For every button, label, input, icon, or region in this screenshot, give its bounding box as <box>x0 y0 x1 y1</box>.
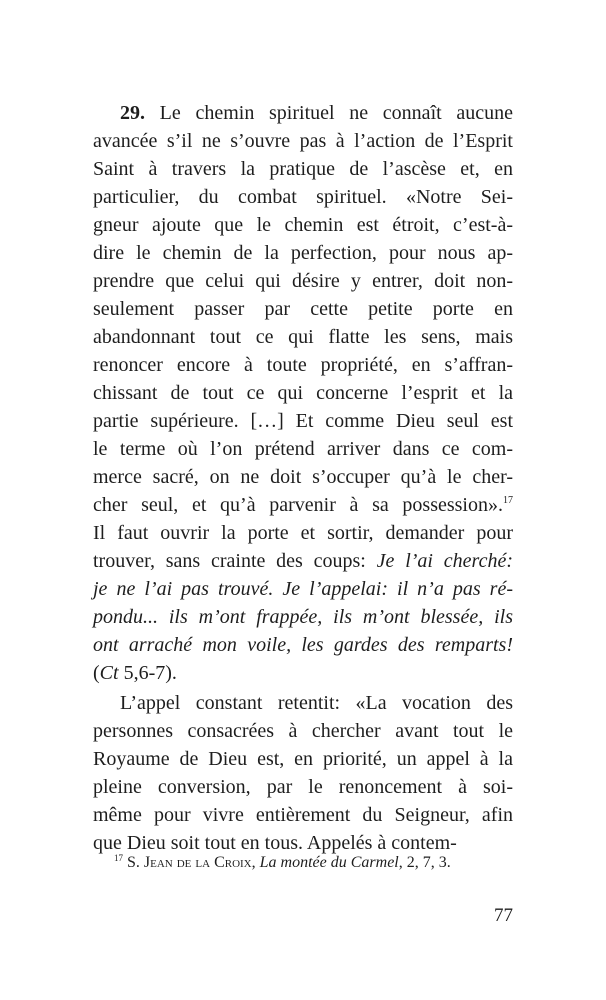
text-segment: renoncer encore à toute propriété, en s’affran- <box>93 354 513 376</box>
text-line <box>93 295 513 323</box>
text-line <box>93 239 513 267</box>
text-line <box>93 267 513 295</box>
text-segment: particulier, du combat spirituel. «Notre Sei- <box>93 186 513 208</box>
text-segment: Il faut ouvrir la porte et sortir, demander pour <box>93 522 513 544</box>
text-segment: pleine conversion, par le renoncement à soi- <box>93 776 513 798</box>
text-segment: abandonnant tout ce qui flatte les sens, mais <box>93 326 513 348</box>
text-segment: gneur ajoute que le chemin est étroit, c’est-à- <box>93 214 513 236</box>
text-segment: personnes consacrées à chercher avant tout le <box>93 720 513 742</box>
text-segment: même pour vivre entièrement du Seigneur, afin <box>93 804 513 826</box>
text-segment: Ct <box>99 662 119 684</box>
footnote-number: 17 <box>114 853 123 863</box>
text-line <box>93 435 513 463</box>
footnote-sep: , <box>251 854 260 871</box>
text-line <box>93 717 513 745</box>
text-segment: Royaume de Dieu est, en priorité, un appel à la <box>93 748 513 770</box>
text-segment: merce sacré, on ne doit s’occuper qu’à le cher- <box>93 466 513 488</box>
text-line <box>93 547 513 575</box>
text-line <box>93 801 513 829</box>
text-segment: prendre que celui qui désire y entrer, doit non- <box>93 270 513 292</box>
text-line <box>93 659 513 687</box>
text-segment: chissant de tout ce qui concerne l’esprit et la <box>93 382 513 404</box>
text-segment: Le chemin spirituel ne connaît aucune <box>145 102 513 124</box>
text-line <box>93 745 513 773</box>
footnote-author: Jean de la Croix <box>143 854 252 871</box>
text-segment: avancée s’il ne s’ouvre pas à l’action de l’Esprit <box>93 130 513 152</box>
text-segment: trouver, sans crainte des coups: <box>93 550 377 572</box>
text-line <box>93 773 513 801</box>
text-line <box>93 631 513 659</box>
footnote-reference: 17 <box>503 495 513 506</box>
footnote-ref: , 2, 7, 3. <box>398 854 451 871</box>
footnote <box>114 852 451 874</box>
paragraph <box>93 99 513 687</box>
text-segment: partie supérieure. […] Et comme Dieu seul est <box>93 410 513 432</box>
body-text <box>93 99 513 857</box>
text-line <box>93 519 513 547</box>
text-segment: je ne l’ai pas trouvé. Je l’appelai: il n’a pas ré- <box>93 578 513 600</box>
text-line <box>93 491 513 519</box>
text-segment: le terme où l’on prétend arriver dans ce com- <box>93 438 513 460</box>
text-segment: ( <box>93 662 100 684</box>
text-line <box>93 407 513 435</box>
text-segment: ont arraché mon voile, les gardes des remparts! <box>93 634 513 656</box>
text-line <box>93 127 513 155</box>
text-segment: que Dieu soit tout en tous. Appelés à contem- <box>93 832 457 854</box>
footnote-title: La montée du Carmel <box>259 854 399 871</box>
text-segment: 5,6-7). <box>118 662 177 684</box>
text-segment: cher seul, et qu’à parvenir à sa possession». <box>93 494 503 516</box>
text-segment: Saint à travers la pratique de l’ascèse et, en <box>93 158 513 180</box>
text-line <box>93 379 513 407</box>
text-segment: L’appel constant retentit: «La vocation des <box>120 692 513 714</box>
text-segment: pondu... ils m’ont frappée, ils m’ont blessée, ils <box>93 606 513 628</box>
footnote-author-prefix: S. <box>127 854 144 871</box>
text-line <box>93 323 513 351</box>
text-line <box>93 183 513 211</box>
text-segment: Je l’ai cherché: <box>376 550 513 572</box>
page-number: 77 <box>494 905 513 926</box>
text-line <box>93 99 513 127</box>
text-segment: 29. <box>120 102 145 124</box>
text-line <box>93 575 513 603</box>
text-line <box>93 351 513 379</box>
text-line <box>93 155 513 183</box>
text-line <box>93 603 513 631</box>
text-line <box>93 463 513 491</box>
text-segment: dire le chemin de la perfection, pour nous ap- <box>93 242 513 264</box>
text-segment: seulement passer par cette petite porte en <box>93 298 513 320</box>
text-line <box>93 211 513 239</box>
text-line <box>93 689 513 717</box>
paragraph <box>93 689 513 857</box>
